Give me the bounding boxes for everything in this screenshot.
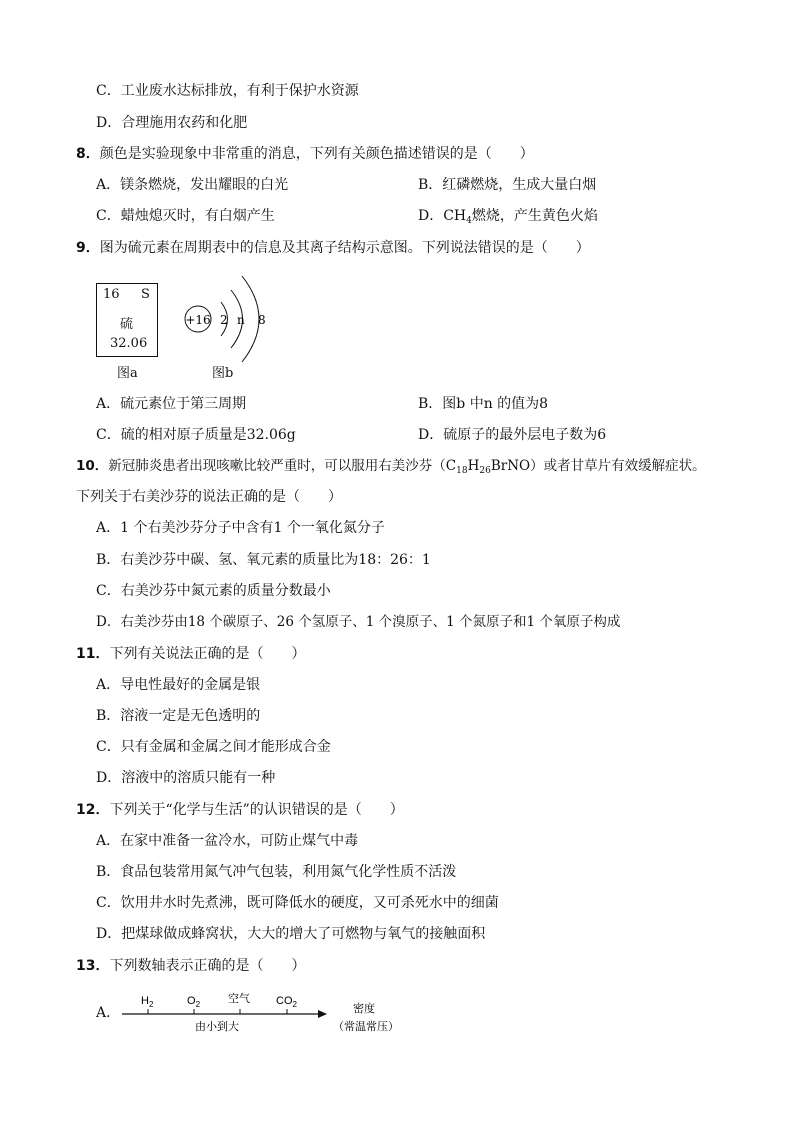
q9-number: 9． (76, 240, 100, 256)
q9-stem-text: 图为硫元素在周期表中的信息及其离子结构示意图。下列说法错误的是（ ） (99, 240, 590, 256)
q8-option-d: D．$CH_4$燃烧，产生黄色火焰 (418, 208, 598, 226)
sulfur-ion-diagram (176, 272, 276, 372)
q8-stem (76, 145, 534, 163)
q12-stem-text: 下列关于“化学与生活”的认识错误的是（ ） (109, 802, 404, 818)
nucleus-charge: +16 (185, 313, 211, 327)
element-symbol: S (141, 287, 150, 302)
axis-end-label: 密度 (353, 1002, 375, 1015)
q10-number: 10． (76, 458, 109, 474)
q12-option-c: C．饮用井水时先煮沸，既可降低水的硬度，又可杀死水中的细菌 (96, 895, 499, 911)
q11-number: 11． (76, 646, 110, 662)
tick-label-co2: $CO_2$ (276, 995, 297, 1009)
q10-stem: 10．新冠肺炎患者出现咳嗽比较严重时，可以服用右美沙芬$(C_{18}H_{26}BrNO)$或者甘草片有效缓解症状。 (76, 458, 706, 476)
shell2-electrons: n (237, 313, 245, 327)
atomic-mass: 32.06 (110, 336, 148, 351)
sulfur-element-card (96, 283, 158, 357)
axis-end-sublabel: （常温常压） (333, 1020, 399, 1033)
q11-option-b: B．溶液一定是无色透明的 (96, 708, 261, 724)
q10-option-c: C．右美沙芬中氮元素的质量分数最小 (96, 583, 331, 599)
density-number-line (120, 988, 410, 1042)
q8-option-b: B．红磷燃烧，生成大量白烟 (418, 177, 597, 193)
q8-number: 8． (76, 146, 100, 162)
figure-b-label: 图b (212, 366, 234, 381)
q8-option-c: C．蜡烛熄灭时，有白烟产生 (96, 208, 275, 224)
q8-stem-text: 颜色是实验现象中非常重的消息，下列有关颜色描述错误的是（ ） (99, 146, 534, 162)
q12-option-d: D．把煤球做成蜂窝状，大大的增大了可燃物与氧气的接触面积 (96, 926, 486, 942)
q13-stem (76, 957, 305, 975)
atomic-number: 16 (103, 287, 120, 302)
q11-stem (76, 645, 305, 663)
element-name: 硫 (120, 317, 134, 332)
q10-stem-line2: 下列关于右美沙芬的说法正确的是（ ） (76, 489, 342, 505)
q13-stem-text: 下列数轴表示正确的是（ ） (109, 958, 306, 974)
q10-option-b: B．右美沙芬中碳、氢、氧元素的质量比为18：26：1 (96, 552, 431, 568)
q12-stem (76, 801, 404, 819)
tick-label-air: 空气 (228, 992, 250, 1005)
q11-option-d: D．溶液中的溶质只能有一种 (96, 770, 276, 786)
q8-option-a: A．镁条燃烧，发出耀眼的白光 (96, 177, 289, 193)
q7-option-c: C．工业废水达标排放，有利于保护水资源 (96, 83, 359, 99)
q13-option-a-label: A． (96, 1005, 121, 1021)
q12-option-b: B．食品包装常用氮气冲气包装，利用氮气化学性质不活泼 (96, 864, 457, 880)
q11-stem-text: 下列有关说法正确的是（ ） (109, 646, 306, 662)
axis-below-label: 由小到大 (195, 1020, 239, 1033)
q13-number: 13． (76, 958, 110, 974)
q10-option-a: A．1 个右美沙芬分子中含有1 个一氧化氮分子 (96, 520, 385, 536)
q12-number: 12． (76, 802, 110, 818)
tick-label-h2: $H_2$ (141, 995, 154, 1009)
q9-option-b: B．图b 中n 的值为8 (418, 396, 549, 412)
q9-option-c: C．硫的相对原子质量是32.06g (96, 427, 296, 443)
shell3-electrons: 8 (258, 313, 266, 327)
shell1-electrons: 2 (220, 313, 228, 327)
tick-label-o2: $O_2$ (187, 995, 201, 1009)
q9-stem (76, 239, 590, 257)
axis-arrow (318, 1010, 327, 1018)
q12-option-a: A．在家中准备一盆冷水，可防止煤气中毒 (96, 833, 359, 849)
q10-option-d: D．右美沙芬由18 个碳原子、26 个氢原子、1 个溴原子、1 个氮原子和1 个氧原子构成 (96, 614, 621, 630)
q7-option-d: D．合理施用农药和化肥 (96, 115, 248, 131)
q11-option-c: C．只有金属和金属之间才能形成合金 (96, 739, 331, 755)
q9-option-a: A．硫元素位于第三周期 (96, 396, 247, 412)
q11-option-a: A．导电性最好的金属是银 (96, 677, 261, 693)
figure-a-label: 图a (117, 366, 138, 381)
q9-option-d: D．硫原子的最外层电子数为6 (418, 427, 607, 443)
